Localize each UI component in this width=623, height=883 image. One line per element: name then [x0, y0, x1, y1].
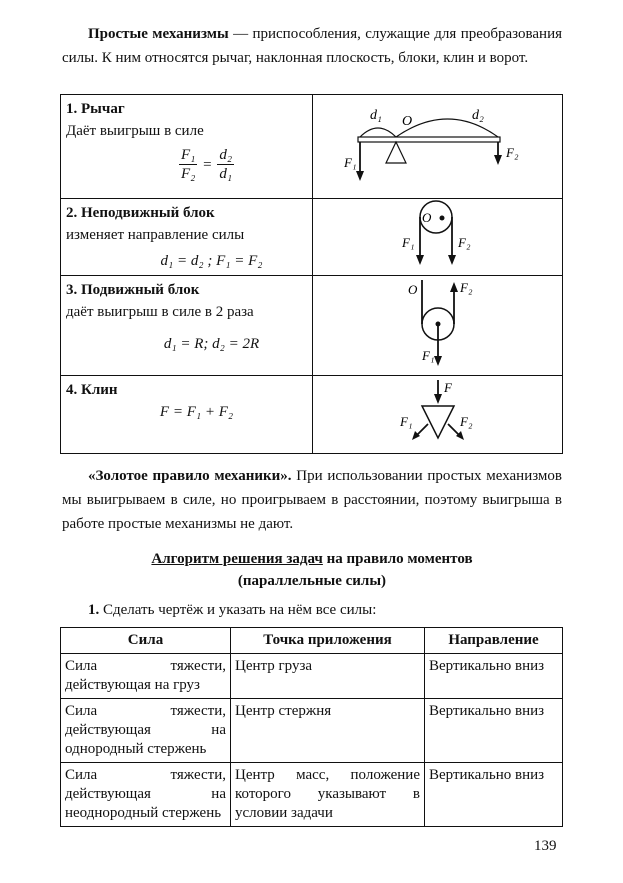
- movable-pulley-axle: [435, 322, 440, 327]
- page-number: 139: [534, 838, 557, 854]
- movable-pulley-f1-arrowhead: [434, 356, 442, 366]
- fixed-pulley-desc: изменяет направление силы: [66, 227, 245, 243]
- fixed-pulley-f1-arrowhead: [416, 255, 424, 265]
- force-cell: Сила тяжести, действующая на неоднородный стержень: [61, 763, 231, 827]
- mechanism-row-lever: [61, 95, 563, 199]
- force-ratio-den: F₂: [180, 166, 196, 182]
- table-row: [61, 654, 563, 699]
- lever-f2-label: F₂: [505, 145, 518, 160]
- algorithm-subtitle: (параллельные силы): [237, 573, 387, 589]
- movable-pulley-f1-label: F₁: [421, 348, 434, 363]
- table-row: [61, 763, 563, 827]
- application-point-cell: Центр стержня: [231, 699, 425, 763]
- fixed-pulley-f2-label: F₂: [457, 235, 470, 250]
- wedge-formula: F = F₁ + F₂: [159, 404, 234, 420]
- lever-bar: [358, 137, 500, 142]
- lever-equals: =: [203, 156, 212, 173]
- wedge-shape: [422, 406, 454, 438]
- fixed-pulley-f2-arrowhead: [448, 255, 456, 265]
- mechanism-row-wedge: [61, 376, 563, 454]
- fixed-pulley-formula: d₁ = d₂ ; F₁ = F₂: [160, 253, 263, 269]
- lever-desc: Даёт выигрыш в силе: [66, 123, 204, 139]
- force-ratio: [179, 146, 197, 183]
- fixed-pulley-text-cell: [61, 199, 313, 276]
- movable-pulley-formula: d₁ = R; d₂ = 2R: [163, 336, 260, 352]
- wedge-diagram: [318, 376, 558, 448]
- golden-rule-paragraph: [62, 464, 562, 536]
- lever-f1-label: F₁: [343, 155, 356, 170]
- fixed-pulley-diagram: [318, 199, 558, 269]
- application-point-cell: Центр масс, положение которого указывают в условии задачи: [231, 763, 425, 827]
- wedge-figure-cell: [313, 376, 563, 454]
- movable-pulley-figure-cell: [313, 276, 563, 376]
- table-row: [61, 699, 563, 763]
- lever-title: 1. Рычаг: [66, 101, 125, 117]
- mechanism-row-movable-pulley: [61, 276, 563, 376]
- forces-table: [60, 627, 563, 827]
- forces-table-header: [61, 628, 563, 654]
- wedge-f1-label: F₁: [399, 414, 412, 429]
- algorithm-heading: [62, 548, 562, 592]
- header-force: Сила: [61, 628, 231, 654]
- movable-pulley-title: 3. Подвижный блок: [66, 282, 200, 298]
- movable-pulley-f2-label: F₂: [459, 280, 472, 295]
- wedge-f2-label: F₂: [459, 414, 472, 429]
- lever-diagram: [318, 95, 558, 193]
- direction-cell: Вертикально вниз: [425, 763, 563, 827]
- header-direction: Направление: [425, 628, 563, 654]
- lever-d2-label: d₂: [471, 108, 484, 123]
- wedge-f-arrowhead: [434, 394, 442, 404]
- fixed-pulley-o-label: O: [421, 210, 431, 225]
- wedge-text-cell: [61, 376, 313, 454]
- movable-pulley-o-label: O: [407, 282, 417, 297]
- arm-ratio: [217, 146, 234, 183]
- step-1: [88, 599, 376, 621]
- wedge-title: 4. Клин: [66, 382, 118, 398]
- movable-pulley-desc: даёт выигрыш в силе в 2 раза: [66, 304, 254, 320]
- force-cell: Сила тяжести, действующая на однородный стержень: [61, 699, 231, 763]
- mechanism-row-fixed-pulley: [61, 199, 563, 276]
- force-ratio-num: F₁: [180, 147, 196, 163]
- intro-text: — приспособления, служащие для преобразования силы. К ним относятся рычаг, наклонная плоскость, блоки, клин и ворот.: [62, 26, 563, 66]
- lever-arm-d1-arc: [360, 128, 396, 137]
- fixed-pulley-axle: [439, 216, 444, 221]
- step-1-text: Сделать чертёж и указать на нём все силы:: [99, 602, 377, 618]
- algorithm-title-rest: на правило моментов: [322, 551, 473, 567]
- algorithm-title-underlined: Алгоритм решения задач: [151, 551, 323, 567]
- fixed-pulley-f1-label: F₁: [401, 235, 414, 250]
- movable-pulley-f2-arrowhead: [450, 282, 458, 292]
- arm-ratio-den: d₁: [219, 166, 233, 182]
- fixed-pulley-figure-cell: [313, 199, 563, 276]
- movable-pulley-diagram: [318, 276, 558, 370]
- lever-text-cell: [61, 95, 313, 199]
- golden-rule-term: «Золотое правило механики».: [88, 468, 292, 484]
- direction-cell: Вертикально вниз: [425, 699, 563, 763]
- lever-figure-cell: [313, 95, 563, 199]
- step-1-number: 1.: [88, 602, 100, 618]
- wedge-f-label: F: [443, 380, 452, 395]
- fixed-pulley-title: 2. Неподвижный блок: [66, 205, 215, 221]
- golden-rule-text: При использовании простых механизмов мы выигрываем в силе, но проигрываем в расстоянии, поэтому выигрыша в работе простые механизмы не дают.: [62, 468, 563, 532]
- movable-pulley-text-cell: [61, 276, 313, 376]
- lever-fulcrum: [386, 142, 406, 163]
- lever-f1-arrowhead: [356, 171, 364, 181]
- lever-o-label: O: [401, 114, 412, 129]
- header-application-point: Точка приложения: [231, 628, 425, 654]
- lever-d1-label: d₁: [369, 108, 382, 123]
- arm-ratio-num: d₂: [219, 147, 233, 163]
- direction-cell: Вертикально вниз: [425, 654, 563, 699]
- intro-term: Простые механизмы: [88, 26, 229, 42]
- intro-paragraph: [62, 22, 562, 70]
- mechanisms-table: [60, 94, 563, 454]
- lever-f2-arrowhead: [494, 155, 502, 165]
- application-point-cell: Центр груза: [231, 654, 425, 699]
- lever-formula: [66, 146, 307, 183]
- force-cell: Сила тяжести, действующая на груз: [61, 654, 231, 699]
